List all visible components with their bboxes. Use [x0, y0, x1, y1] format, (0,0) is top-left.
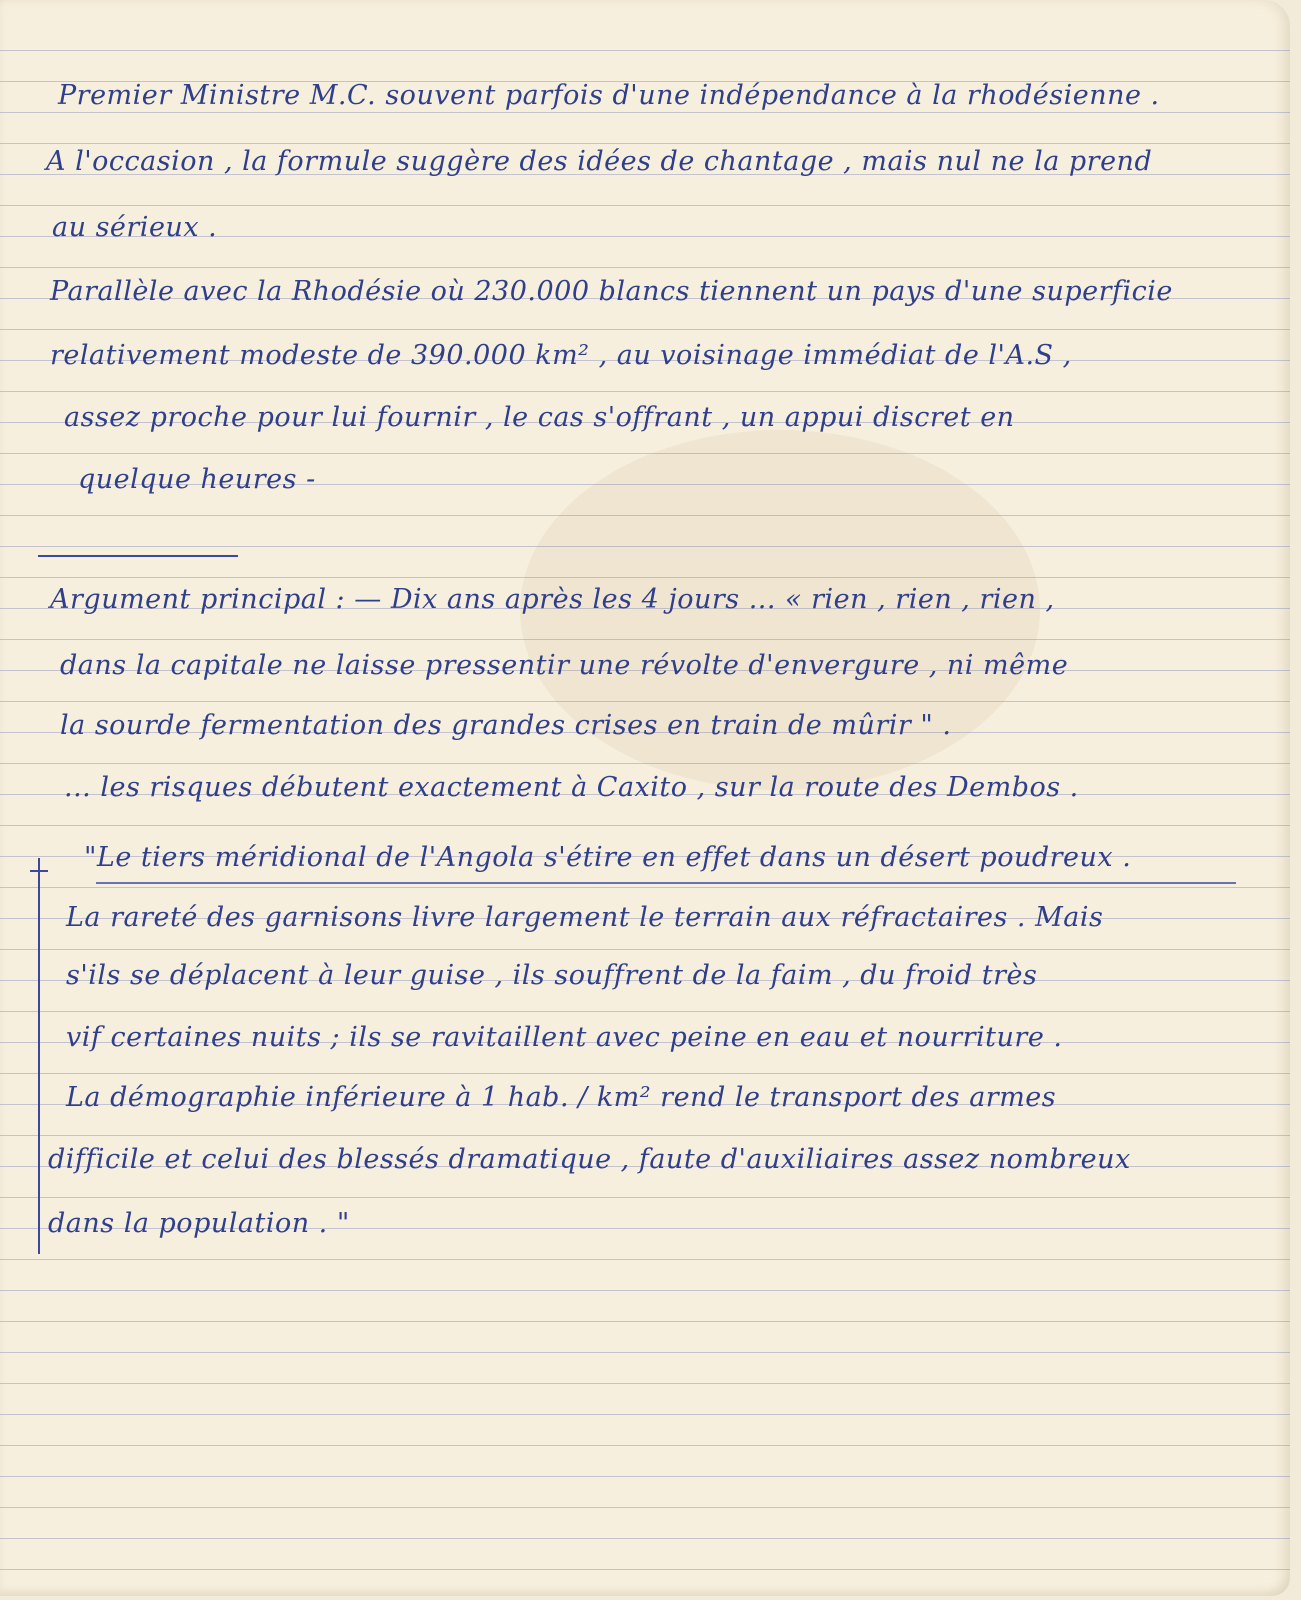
ruled-line	[0, 1476, 1290, 1477]
ruled-line	[0, 1135, 1290, 1136]
margin-bracket-tick	[30, 870, 48, 872]
ruled-line	[0, 1290, 1290, 1291]
ruled-line	[0, 1321, 1290, 1322]
quote-line: La rareté des garnisons livre largement le terrain aux réfractaires . Mais	[66, 902, 1104, 933]
ruled-line	[0, 1538, 1290, 1539]
ruled-line	[0, 1352, 1290, 1353]
text-line: au sérieux .	[52, 212, 218, 243]
text-line: Premier Ministre M.C. souvent parfois d'une indépendance à la rhodésienne .	[58, 80, 1160, 111]
ruled-line	[0, 267, 1290, 268]
ruled-line	[0, 329, 1290, 330]
text-line: assez proche pour lui fournir , le cas s'offrant , un appui discret en	[64, 402, 1015, 433]
text-line: quelque heures -	[78, 464, 316, 495]
text-line: A l'occasion , la formule suggère des idées de chantage , mais nul ne la prend	[46, 146, 1153, 177]
text-line: Parallèle avec la Rhodésie où 230.000 blancs tiennent un pays d'une superficie	[50, 276, 1173, 307]
text-line: la sourde fermentation des grandes crises en train de mûrir " .	[60, 710, 952, 741]
ruled-line	[0, 1259, 1290, 1260]
ruled-line	[0, 1197, 1290, 1198]
ruled-line	[0, 1073, 1290, 1074]
quote-line: "Le tiers méridional de l'Angola s'étire en effet dans un désert poudreux .	[84, 842, 1132, 873]
text-line: ... les risques débutent exactement à Caxito , sur la route des Dembos .	[64, 772, 1079, 803]
ruled-line	[0, 1011, 1290, 1012]
ruled-line	[0, 143, 1290, 144]
ruled-line	[0, 205, 1290, 206]
ruled-line	[0, 50, 1290, 51]
ruled-line	[0, 825, 1290, 826]
quote-line: s'ils se déplacent à leur guise , ils souffrent de la faim , du froid très	[66, 960, 1038, 991]
text-line: Argument principal : — Dix ans après les 4 jours ... « rien , rien , rien ,	[50, 584, 1055, 615]
quote-line: vif certaines nuits ; ils se ravitaillent avec peine en eau et nourriture .	[66, 1022, 1063, 1053]
text-line: dans la capitale ne laisse pressentir une révolte d'envergure , ni même	[60, 650, 1069, 681]
ruled-line	[0, 453, 1290, 454]
quote-underline	[96, 882, 1236, 884]
ruled-line	[0, 391, 1290, 392]
section-divider	[38, 555, 238, 557]
margin-bracket	[38, 858, 40, 1254]
ruled-line	[0, 1414, 1290, 1415]
ruled-line	[0, 1569, 1290, 1570]
quote-line: La démographie inférieure à 1 hab. / km² rend le transport des armes	[66, 1082, 1057, 1113]
ruled-line	[0, 112, 1290, 113]
ruled-line	[0, 1445, 1290, 1446]
ruled-line	[0, 1383, 1290, 1384]
quote-line: difficile et celui des blessés dramatique , faute d'auxiliaires assez nombreux	[48, 1144, 1131, 1175]
ruled-line	[0, 949, 1290, 950]
quote-line: dans la population . "	[48, 1208, 350, 1239]
text-line: relativement modeste de 390.000 km² , au voisinage immédiat de l'A.S ,	[50, 340, 1072, 371]
ruled-line	[0, 887, 1290, 888]
ruled-line	[0, 1507, 1290, 1508]
